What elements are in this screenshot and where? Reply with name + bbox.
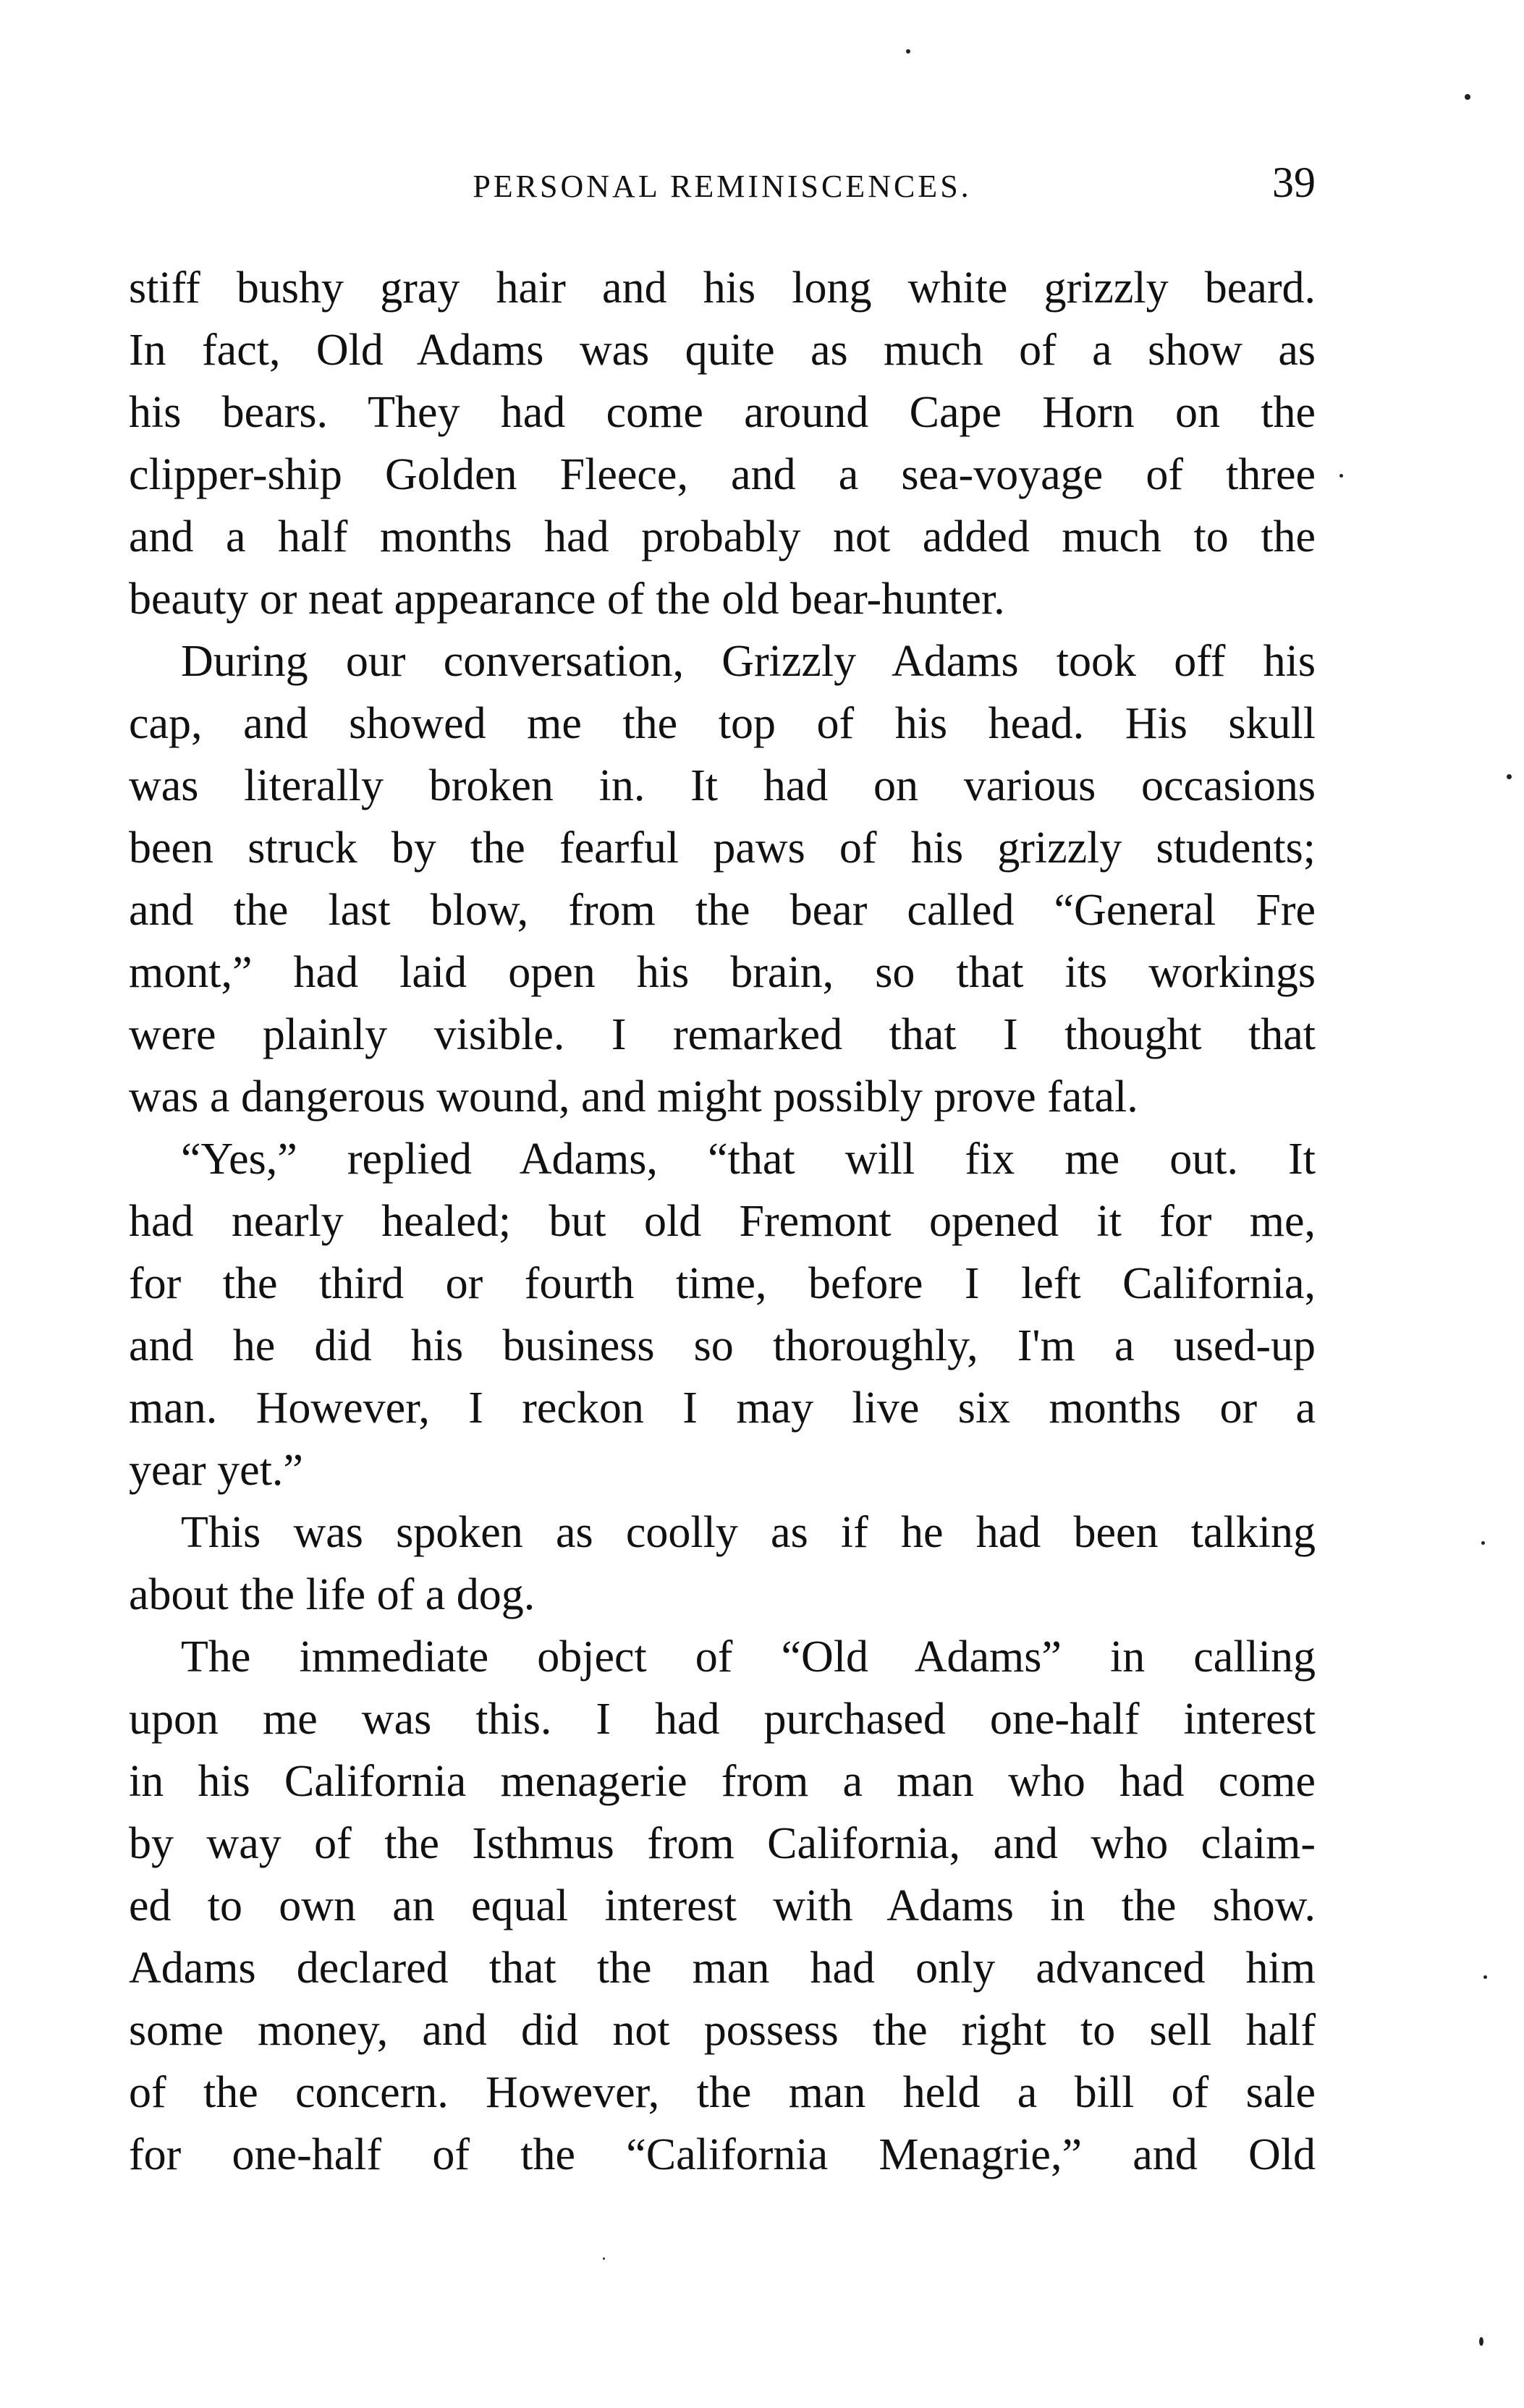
print-speck xyxy=(906,49,910,54)
print-speck xyxy=(1479,2337,1483,2346)
page-number: 39 xyxy=(1272,158,1316,206)
text-line: mont,” had laid open his brain, so that its workings xyxy=(129,948,1316,997)
running-title: PERSONAL REMINISCENCES. xyxy=(473,169,972,204)
text-line: beauty or neat appearance of the old bear-hunter. xyxy=(129,575,1005,624)
body-text xyxy=(129,257,1316,2186)
text-line: were plainly visible. I remarked that I thought that xyxy=(129,1010,1316,1059)
text-line: by way of the Isthmus from California, and who claim- xyxy=(129,1819,1316,1868)
text-line: upon me was this. I had purchased one-half interest xyxy=(129,1695,1316,1744)
print-speck xyxy=(1465,94,1470,100)
text-line: was a dangerous wound, and might possibly prove fatal. xyxy=(129,1072,1138,1122)
text-line: and a half months had probably not added much to the xyxy=(129,512,1316,561)
text-line: some money, and did not possess the right to sell half xyxy=(129,2006,1316,2055)
text-line: for one-half of the “California Menagrie,” and Old xyxy=(129,2130,1316,2179)
text-line: of the concern. However, the man held a bill of sale xyxy=(129,2068,1316,2117)
text-line: “Yes,” replied Adams, “that will fix me out. It xyxy=(181,1135,1316,1184)
text-line: clipper-ship Golden Fleece, and a sea-voyage of three xyxy=(129,450,1316,499)
print-speck xyxy=(1339,474,1343,478)
text-line: Adams declared that the man had only advanced him xyxy=(129,1943,1316,1993)
text-line: cap, and showed me the top of his head. His skull xyxy=(129,699,1316,748)
text-line: had nearly healed; but old Fremont opened it for me, xyxy=(129,1197,1316,1246)
print-speck xyxy=(1483,1975,1487,1979)
text-line: stiff bushy gray hair and his long white grizzly beard. xyxy=(129,263,1316,313)
text-line: in his California menagerie from a man who had come xyxy=(129,1757,1316,1806)
print-speck xyxy=(603,2258,605,2260)
text-line: year yet.” xyxy=(129,1446,303,1495)
running-head xyxy=(129,158,1316,216)
print-speck xyxy=(1507,774,1512,779)
text-line: The immediate object of “Old Adams” in calling xyxy=(181,1632,1316,1682)
text-line: and the last blow, from the bear called “General Fre xyxy=(129,886,1316,935)
text-line: about the life of a dog. xyxy=(129,1570,535,1619)
text-line: for the third or fourth time, before I left California, xyxy=(129,1259,1316,1308)
text-line: been struck by the fearful paws of his grizzly students; xyxy=(129,823,1316,873)
text-line: During our conversation, Grizzly Adams took off his xyxy=(181,637,1316,686)
text-line: This was spoken as coolly as if he had been talking xyxy=(181,1508,1316,1557)
print-speck xyxy=(1481,1541,1485,1545)
text-line: was literally broken in. It had on various occasions xyxy=(129,761,1316,810)
text-line: man. However, I reckon I may live six months or a xyxy=(129,1383,1316,1433)
text-line: his bears. They had come around Cape Horn on the xyxy=(129,388,1316,437)
text-line: In fact, Old Adams was quite as much of a show as xyxy=(129,326,1316,375)
text-line: ed to own an equal interest with Adams in the show. xyxy=(129,1881,1316,1930)
text-line: and he did his business so thoroughly, I'm a used-up xyxy=(129,1321,1316,1370)
